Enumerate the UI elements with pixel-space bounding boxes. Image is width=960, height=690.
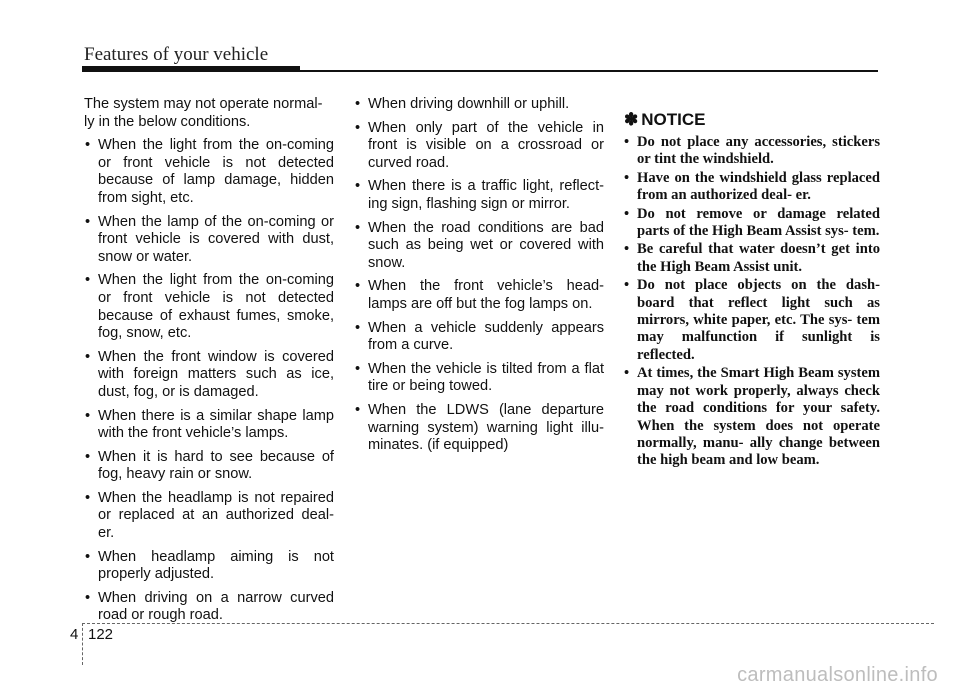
notice-title: NOTICE	[641, 110, 706, 129]
header-rule-thick	[82, 66, 300, 72]
list-item: • When the headlamp is not repaired or replaced at an authorized deal- er.	[84, 490, 334, 543]
list-item: • When the light from the on-coming or front vehicle is not detected because of lamp damage, hidden from sight, etc.	[84, 137, 334, 207]
footer-dashed-rule	[82, 623, 934, 624]
notice-item: • Do not place any accessories, stickers or tint the windshield.	[624, 134, 880, 169]
chapter-number: 4	[70, 626, 79, 643]
notice-list	[624, 134, 880, 470]
column-middle	[354, 96, 604, 461]
header-rule-thin	[300, 70, 878, 72]
notice-item: • At times, the Smart High Beam system may not work properly, always check the road conditions for your safety. When the system does not operate normally, manu- ally change between the high beam and low beam.	[624, 365, 880, 469]
notice-item: • Do not remove or damage related parts of the High Beam Assist sys- tem.	[624, 206, 880, 241]
list-item: • When there is a similar shape lamp with the front vehicle’s lamps.	[84, 408, 334, 443]
list-item: • When there is a traffic light, reflect- ing sign, flashing sign or mirror.	[354, 178, 604, 213]
list-item: • When headlamp aiming is not properly adjusted.	[84, 549, 334, 584]
column-left	[84, 96, 334, 631]
list-item: • When it is hard to see because of fog, heavy rain or snow.	[84, 449, 334, 484]
condition-list-left	[84, 137, 334, 625]
list-item: • When only part of the vehicle in front is visible on a crossroad or curved road.	[354, 120, 604, 173]
condition-list-middle	[354, 96, 604, 455]
notice-heading	[624, 110, 880, 130]
notice-star-icon: ✽	[624, 110, 639, 129]
header-title: Features of your vehicle	[84, 44, 269, 65]
page-number: 122	[88, 626, 114, 643]
list-item: • When the road conditions are bad such as being wet or covered with snow.	[354, 220, 604, 273]
notice-box	[624, 94, 880, 471]
notice-item: • Do not place objects on the dash- board that reflect light such as mirrors, white paper, etc. The sys- tem may malfunction if sunlight is reflected.	[624, 277, 880, 364]
intro-paragraph: The system may not operate normal- ly in the below conditions.	[84, 96, 323, 130]
watermark-text: carmanualsonline.info	[737, 664, 938, 686]
footer-dashed-divider	[82, 623, 83, 665]
list-item: • When driving on a narrow curved road or rough road.	[84, 590, 334, 625]
notice-item: • Be careful that water doesn’t get into the High Beam Assist unit.	[624, 241, 880, 276]
list-item: • When driving downhill or uphill.	[354, 96, 604, 114]
list-item: • When the LDWS (lane departure warning system) warning light illu- minates. (if equipped)	[354, 402, 604, 455]
list-item: • When a vehicle suddenly appears from a curve.	[354, 320, 604, 355]
list-item: • When the front window is covered with foreign matters such as ice, dust, fog, or is damaged.	[84, 349, 334, 402]
list-item: • When the front vehicle’s head- lamps are off but the fog lamps on.	[354, 278, 604, 313]
list-item: • When the light from the on-coming or front vehicle is not detected because of exhaust fumes, smoke, fog, snow, etc.	[84, 272, 334, 342]
list-item: • When the vehicle is tilted from a flat tire or being towed.	[354, 361, 604, 396]
list-item: • When the lamp of the on-coming or front vehicle is covered with dust, snow or water.	[84, 214, 334, 267]
notice-item: • Have on the windshield glass replaced from an authorized deal- er.	[624, 170, 880, 205]
